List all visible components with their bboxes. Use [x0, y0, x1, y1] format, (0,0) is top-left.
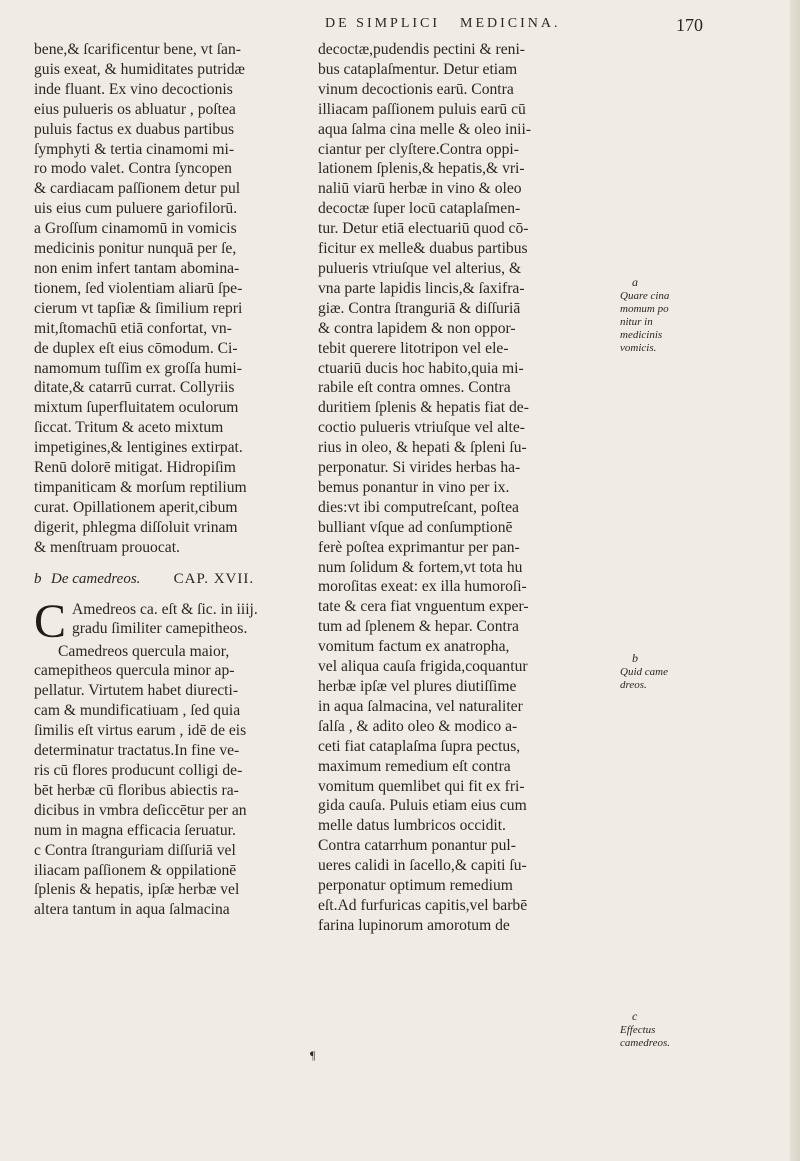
text-line: ſalſa , & adito oleo & modico a- [318, 717, 518, 735]
margin-note-line: Quid came [620, 666, 668, 678]
text-line: ciantur per clyſtere.Contra oppi- [318, 140, 519, 158]
margin-note-line: dreos. [620, 679, 647, 691]
text-line: & cardiacam paſſionem detur pul [34, 180, 241, 198]
margin-note-line: nitur in [620, 316, 653, 328]
text-line: ſiccat. Tritum & aceto mixtum [34, 419, 224, 437]
text-line: timpaniticam & morſum reptilium [34, 478, 247, 496]
text-line: dies:vt ibi computreſcant, poſtea [318, 498, 519, 516]
text-line: ceti fiat cataplaſma ſupra pectus, [318, 737, 521, 755]
text-line: rabile eſt contra omnes. Contra [318, 379, 511, 397]
text-line: pulueris vtriuſque vel alterius, & [318, 259, 522, 277]
text-line: rius in oleo, & hepati & ſpleni ſu- [318, 439, 527, 457]
text-line: lationem ſplenis,& hepatis,& vri- [318, 160, 525, 178]
text-line: ro modo valet. Contra ſyncopen [34, 160, 232, 178]
text-line: determinatur tractatus.In fine ve- [34, 742, 240, 760]
text-line: cam & mundificatiuam , ſed quia [34, 702, 241, 720]
text-line: coctio pulueris vtriuſque vel alte- [318, 419, 525, 437]
text-line: tate & cera fiat vnguentum exper- [318, 598, 529, 616]
page-edge [790, 0, 800, 1161]
text-line: ris cū flores producunt colligi de- [34, 762, 243, 779]
text-line: curat. Opillationem aperit,cibum [34, 498, 238, 516]
text-line: dicibus in vmbra deſiccētur per an [34, 801, 247, 819]
text-line: gradu ſimiliter camepitheos. [72, 620, 248, 638]
text-line: & contra lapidem & non oppor- [318, 319, 516, 337]
drop-cap-paragraph [34, 600, 308, 642]
text-line: ferè poſtea exprimantur per pan- [318, 538, 520, 556]
text-line: perponatur optimum remedium [318, 877, 513, 895]
text-line: Amedreos ca. eſt & ſic. in iiij. [72, 600, 258, 618]
header-right: MEDICINA. [460, 16, 561, 31]
header-left: DE SIMPLICI [325, 16, 441, 31]
text-line: namomum tuſſim ex groſſa humi- [34, 359, 242, 377]
text-line: iliacam paſſionem & oppilationē [34, 861, 237, 879]
margin-note-line: Effectus [620, 1024, 656, 1036]
text-line: decoctæ ſuper locū cataplaſmen- [318, 200, 521, 218]
margin-note-letter: c [632, 1009, 638, 1023]
text-line: perponatur. Si virides herbas ha- [318, 459, 521, 477]
footer-mark: ¶ [310, 1048, 316, 1062]
text-line: Camedreos quercula maior, [58, 642, 230, 660]
spacer [34, 558, 308, 568]
text-line: in aqua ſalmacina, vel naturaliter [318, 697, 523, 715]
margin-note-line: vomicis. [620, 342, 657, 354]
running-header [0, 16, 800, 40]
text-line: melle datus lumbricos occidit. [318, 817, 506, 835]
text-line: a Groſſum cinamomū in vomicis [34, 220, 237, 238]
text-line: bus cataplaſmentur. Detur etiam [318, 60, 518, 78]
text-line: uis eius cum puluere gariofilorū. [34, 200, 238, 218]
text-line: vel aliqua cauſa frigida,coquantur [318, 658, 528, 676]
text-line: non enim infert tantam abomina- [34, 259, 240, 277]
text-line: farina lupinorum amorotum de [318, 916, 510, 934]
margin-note-line: medicinis [620, 329, 663, 341]
chapter-title: De camedreos. [51, 570, 141, 587]
text-line: ueres calidi in ſacello,& capiti ſu- [318, 857, 527, 875]
text-line: bene,& ſcarificentur bene, vt ſan- [34, 41, 241, 58]
margin-note-line: camedreos. [620, 1037, 670, 1049]
text-line: de duplex eſt eius cōmodum. Ci- [34, 339, 238, 357]
text-line: guis exeat, & humiditates putridæ [34, 60, 245, 78]
text-line: mit,ſtomachū etiā confortat, vn- [34, 319, 232, 337]
text-line: eius pulueris os abluatur , poſtea [34, 100, 236, 118]
page-number: 170 [676, 15, 703, 35]
text-line: tebit querere litotripon vel ele- [318, 339, 509, 357]
text-line: mixtum ſuperfluitatem oculorum [34, 399, 239, 417]
text-line: ficitur ex melle& duabus partibus [318, 240, 528, 258]
text-line: illiacam paſſionem puluis earū cū [318, 100, 526, 118]
margin-note-line: momum po [620, 303, 669, 315]
text-line: inde fluant. Ex vino decoctionis [34, 80, 233, 98]
text-line: maximum remedium eſt contra [318, 757, 511, 775]
text-line: bulliant vſque ad conſumptionē [318, 518, 513, 536]
spacer [34, 590, 308, 600]
text-line: medicinis ponitur nunquā per ſe, [34, 240, 237, 258]
text-line: ſimilis eſt virtus earum , idē de eis [34, 722, 247, 740]
text-line: puluis factus ex duabus partibus [34, 120, 235, 138]
text-line: & menſtruam prouocat. [34, 538, 180, 556]
text-line: tur. Detur etiā electuariū quod cō- [318, 220, 529, 238]
text-line: vomitum factum ex anatropha, [318, 638, 510, 656]
text-line: ditate,& catarrū currat. Collyriis [34, 379, 235, 397]
text-line: tum ad ſplenem & hepar. Contra [318, 618, 519, 636]
drop-cap: C [34, 599, 67, 642]
text-line: Contra catarrhum ponantur pul- [318, 837, 516, 855]
text-line: herbæ ipſæ vel plures diutiſſime [318, 678, 517, 695]
text-line: num ſolidum & fortem,vt tota hu [318, 558, 523, 576]
text-line: bemus ponantur in vino per ix. [318, 478, 510, 496]
chapter-marker: b [34, 570, 42, 587]
text-line: cierum vt tapſiæ & ſimilium repri [34, 299, 243, 317]
text-line: vomitum quemlibet qui fit ex fri- [318, 777, 525, 795]
text-line: gida cauſa. Puluis etiam eius cum [318, 797, 527, 815]
text-line: decoctæ,pudendis pectini & reni- [318, 41, 525, 58]
text-line: num in magna efficacia ſeruatur. [34, 821, 236, 839]
text-line: altera tantum in aqua ſalmacina [34, 901, 230, 919]
margin-note-letter: a [632, 275, 638, 289]
text-line: eſt.Ad furfuricas capitis,vel barbē [318, 896, 528, 914]
text-line: naliū viarū herbæ in vino & oleo [318, 180, 522, 198]
text-line: ſymphyti & tertia cinamomi mi- [34, 140, 235, 158]
text-line: duritiem ſplenis & hepatis fiat de- [318, 399, 529, 417]
text-line: vinum decoctionis earū. Contra [318, 80, 514, 98]
right-column [318, 40, 600, 936]
text-line: digerit, phlegma diſſoluit vrinam [34, 518, 238, 536]
left-column [34, 40, 308, 920]
text-line: vna parte lapidis lincis,& ſaxifra- [318, 279, 525, 297]
text-line: impetigines,& lentigines extirpat. [34, 439, 243, 457]
margin-note-line: Quare cina [620, 290, 670, 302]
text-line: Renū dolorē mitigat. Hidropiſim [34, 459, 236, 477]
text-line: giæ. Contra ſtranguriā & diſſuriā [318, 299, 521, 317]
text-line: tionem, ſed violentiam aliarū ſpe- [34, 279, 243, 297]
text-line: moroſitas exeat: ex illa humoroſi- [318, 578, 527, 596]
text-line: ctuariū ducis hoc habito,quia mi- [318, 359, 524, 377]
text-line: ſplenis & hepatis, ipſæ herbæ vel [34, 881, 240, 899]
margin-note-letter: b [632, 651, 638, 665]
text-line: c Contra ſtranguriam diſſuriā vel [34, 841, 236, 859]
text-line: bēt herbæ cū floribus abiectis ra- [34, 781, 239, 799]
text-line: pellatur. Virtutem habet diurecti- [34, 682, 239, 700]
chapter-label: CAP. XVII. [173, 570, 255, 587]
text-line: aqua ſalma cina melle & oleo inii- [318, 120, 532, 138]
chapter-heading [34, 568, 308, 590]
text-line: camepitheos quercula minor ap- [34, 662, 235, 680]
